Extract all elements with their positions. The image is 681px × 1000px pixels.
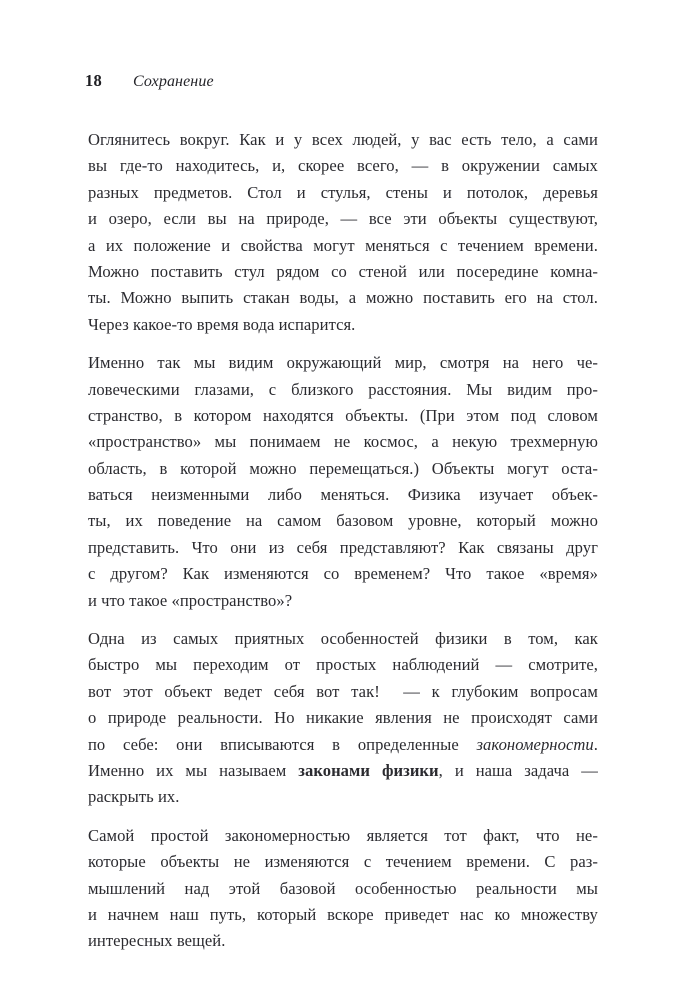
word: смотря <box>439 353 490 373</box>
word: Стол <box>247 182 282 202</box>
word: посередине <box>456 261 539 281</box>
word: себя <box>296 537 328 557</box>
word: трехмерную <box>510 432 598 452</box>
word: Именно <box>88 353 145 373</box>
word: комна- <box>550 261 598 281</box>
word: природе, <box>266 209 329 229</box>
word: над <box>184 878 210 898</box>
word: воды, <box>299 288 339 308</box>
word: глазами, <box>194 379 254 399</box>
text-line <box>88 482 598 508</box>
word: Можно <box>120 288 172 308</box>
word: ваться <box>88 485 133 505</box>
text-line <box>88 849 598 875</box>
word: как <box>574 629 598 649</box>
word: скорее <box>298 156 345 176</box>
word: меняться <box>365 235 430 255</box>
word: мы <box>155 655 178 675</box>
page-number: 18 <box>85 71 102 90</box>
word: начнем <box>107 904 159 924</box>
word: если <box>163 209 196 229</box>
word: вопросам <box>530 681 598 701</box>
word: называем <box>219 760 287 780</box>
word: на <box>536 288 553 308</box>
word: могут <box>507 458 549 478</box>
word: или <box>418 261 445 281</box>
word: закономерности. <box>476 734 598 754</box>
word: стулья, <box>320 182 371 202</box>
word: не <box>233 852 251 872</box>
word: никакие <box>306 708 364 728</box>
word: и <box>296 182 306 202</box>
word: физики, <box>381 760 443 780</box>
word: явления <box>375 708 432 728</box>
word: у <box>293 130 303 149</box>
text-line <box>88 588 598 614</box>
word: близкого <box>291 379 354 399</box>
word: ведет <box>223 681 262 701</box>
text-line <box>88 259 598 285</box>
word: мы <box>214 432 237 452</box>
word: окружении <box>461 156 540 176</box>
word: их <box>105 235 124 255</box>
word: испарится. <box>278 314 356 334</box>
word: изменяются <box>224 564 309 584</box>
word: и <box>221 235 231 255</box>
word: со <box>331 261 347 281</box>
word: существуют, <box>508 209 598 229</box>
text-line <box>88 705 598 731</box>
page-body-text <box>88 127 598 955</box>
word: вы <box>207 209 227 229</box>
word: все <box>368 209 392 229</box>
word: объект <box>164 681 213 701</box>
text-line <box>88 377 598 403</box>
word: такое <box>486 564 525 584</box>
word: их <box>125 511 143 531</box>
word: в <box>441 156 449 176</box>
word: его <box>504 288 527 308</box>
word: что <box>101 590 125 610</box>
paragraph <box>88 350 598 614</box>
word: видим <box>228 353 274 373</box>
text-line <box>88 535 598 561</box>
word: временем? <box>354 564 431 584</box>
word: с <box>440 235 448 255</box>
word <box>298 758 370 784</box>
word: есть <box>461 130 492 149</box>
word: простых <box>316 655 377 675</box>
italic-emphasis: закономерности <box>476 734 594 754</box>
word: самых <box>552 156 598 176</box>
word: к <box>431 681 440 701</box>
word: мир, <box>394 353 427 373</box>
word: с <box>363 852 372 872</box>
word: природе <box>107 708 167 728</box>
word: в <box>159 458 168 478</box>
word: видим <box>507 379 552 399</box>
word: свойства <box>240 235 303 255</box>
word: — <box>581 760 598 780</box>
word: можно <box>365 288 414 308</box>
word: где-то <box>119 156 163 176</box>
word: в <box>503 629 512 649</box>
word: объекты. <box>345 405 409 425</box>
running-head-title: Сохранение <box>133 73 214 90</box>
word: вот <box>88 681 112 701</box>
word: Самой <box>88 825 135 845</box>
word: их <box>156 760 174 780</box>
word: объекты <box>438 209 498 229</box>
word: наблюдений <box>392 655 480 675</box>
word: Как <box>458 537 485 557</box>
word: космос, <box>363 432 419 452</box>
paragraph <box>88 823 598 955</box>
word: базовом <box>336 511 394 531</box>
word: потолок, <box>466 182 529 202</box>
word: мы <box>193 353 216 373</box>
word: представляют? <box>339 537 446 557</box>
word: сами <box>563 130 598 149</box>
word: ты, <box>88 511 111 531</box>
word: том, <box>528 629 559 649</box>
word: из <box>141 629 157 649</box>
word: всех <box>311 130 343 149</box>
word: Как <box>239 130 266 149</box>
word: оста- <box>561 458 598 478</box>
word: закономерностью <box>224 825 351 845</box>
text-line <box>88 561 598 587</box>
word: область, <box>88 458 147 478</box>
word: некую <box>452 432 498 452</box>
word: можно <box>550 511 598 531</box>
word: а <box>431 432 439 452</box>
word: раз- <box>570 852 598 872</box>
word: в <box>332 734 341 754</box>
word: всего, <box>357 156 399 176</box>
word: с <box>268 379 277 399</box>
word: либо <box>267 485 302 505</box>
word: котором <box>193 405 252 425</box>
word: «время» <box>539 564 598 584</box>
word: Мы <box>466 379 493 399</box>
word: находятся <box>262 405 334 425</box>
word: эти <box>403 209 427 229</box>
word: который <box>476 511 536 531</box>
word: вас <box>429 130 452 149</box>
word: в <box>174 405 183 425</box>
word: особенностей <box>320 629 419 649</box>
word: другом? <box>110 564 168 584</box>
word: стеной <box>358 261 407 281</box>
running-head <box>85 71 597 95</box>
word: Можно <box>88 261 140 281</box>
word: перемещаться.) <box>309 458 420 478</box>
word: Как <box>182 564 210 584</box>
text-line <box>88 456 598 482</box>
word: а <box>546 130 554 149</box>
word: — <box>403 681 420 701</box>
text-line <box>88 876 598 902</box>
text-line <box>88 902 598 928</box>
word: стул <box>234 261 265 281</box>
word: от <box>284 655 301 675</box>
word: времени. <box>534 235 598 255</box>
word: они <box>230 537 257 557</box>
word: словом <box>547 405 598 425</box>
word: наша <box>475 760 513 780</box>
word: понимаем <box>249 432 321 452</box>
word: течением <box>457 235 524 255</box>
text-line <box>88 679 598 705</box>
word: реальности. <box>177 708 263 728</box>
word: время <box>196 314 239 334</box>
word: Именно <box>88 760 145 780</box>
text-line <box>88 784 598 810</box>
word: и <box>275 130 285 149</box>
word: изучает <box>479 485 534 505</box>
word: людей, <box>352 130 402 149</box>
word: этом <box>466 405 500 425</box>
word: мы <box>185 760 208 780</box>
word: их. <box>157 787 180 807</box>
word: че- <box>576 353 598 373</box>
word: не- <box>575 825 598 845</box>
word: у <box>411 130 420 149</box>
word: ты. <box>88 288 111 308</box>
word: на <box>502 353 520 373</box>
word: сами <box>563 708 598 728</box>
word: — <box>495 655 513 675</box>
word: не <box>443 708 460 728</box>
text-line <box>88 285 598 311</box>
word: и <box>454 760 464 780</box>
text-line <box>88 429 598 455</box>
word: на <box>245 511 263 531</box>
word: рядом <box>276 261 320 281</box>
word: раскрыть <box>88 787 154 807</box>
text-line <box>88 312 598 338</box>
word: самом <box>277 511 322 531</box>
word: так <box>157 353 181 373</box>
word: положение <box>133 235 211 255</box>
text-line <box>88 153 598 179</box>
word: ловеческими <box>88 379 180 399</box>
word: неизменными <box>151 485 250 505</box>
word: физики <box>435 629 488 649</box>
word: Что <box>191 537 218 557</box>
word: о <box>88 708 97 728</box>
text-line <box>88 823 598 849</box>
word: путь, <box>209 904 247 924</box>
word: особенностью <box>354 878 457 898</box>
word: этот <box>122 681 153 701</box>
word: глубоким <box>451 681 519 701</box>
text-line <box>88 652 598 678</box>
word: со <box>323 564 340 584</box>
word: тот <box>444 825 467 845</box>
word: стены <box>385 182 428 202</box>
word: находитесь, <box>175 156 260 176</box>
text-line <box>88 928 598 954</box>
word: стакан <box>243 288 290 308</box>
word: вскоре <box>327 904 374 924</box>
word: вещей. <box>176 931 226 951</box>
word: стол. <box>562 288 598 308</box>
word: Но <box>274 708 295 728</box>
word: Объекты <box>431 458 495 478</box>
text-line <box>88 508 598 534</box>
word: Физика <box>407 485 461 505</box>
word: простой <box>150 825 209 845</box>
word: (При <box>419 405 455 425</box>
word: связаны <box>496 537 554 557</box>
word: меняться. <box>320 485 390 505</box>
word: с <box>88 564 96 584</box>
word: представить. <box>88 537 180 557</box>
word: нас <box>459 904 484 924</box>
bold-emphasis: физики <box>381 760 439 780</box>
word: — <box>411 156 429 176</box>
word: и <box>88 590 97 610</box>
word: так! <box>351 681 380 701</box>
paragraph <box>88 127 598 338</box>
word: самых <box>173 629 219 649</box>
word: какое-то <box>133 314 193 334</box>
word: определенные <box>357 734 459 754</box>
word: а <box>348 288 357 308</box>
text-line <box>88 206 598 232</box>
word: приведет <box>384 904 449 924</box>
word: наш <box>169 904 199 924</box>
word: изменяются <box>264 852 350 872</box>
word: можно <box>249 458 297 478</box>
word: времени. <box>466 852 530 872</box>
word: про- <box>566 379 598 399</box>
word: С <box>544 852 556 872</box>
word: что <box>535 825 560 845</box>
word: из <box>268 537 285 557</box>
word: базовой <box>279 878 336 898</box>
word: этой <box>228 878 261 898</box>
word: вода <box>242 314 275 334</box>
word: и <box>88 209 97 229</box>
word: смотрите, <box>528 655 598 675</box>
bold-emphasis: законами <box>298 760 370 780</box>
word: деревья <box>543 182 598 202</box>
word: которые <box>88 852 146 872</box>
word: выпить <box>181 288 234 308</box>
word: него <box>532 353 564 373</box>
word: является <box>366 825 428 845</box>
word: объек- <box>551 485 598 505</box>
word: друг <box>566 537 598 557</box>
word: и <box>88 904 97 924</box>
word: поставить <box>423 288 495 308</box>
word: объекты <box>160 852 220 872</box>
word: реальности <box>475 878 557 898</box>
word: поведение <box>157 511 232 531</box>
word: могут <box>313 235 355 255</box>
word: — <box>340 209 358 229</box>
word: Что <box>445 564 472 584</box>
word: поставить <box>150 261 223 281</box>
word: предметов. <box>153 182 233 202</box>
word: «пространство» <box>88 432 202 452</box>
text-line <box>88 127 598 153</box>
word: такое <box>129 590 168 610</box>
word: тело, <box>501 130 537 149</box>
word: уровне, <box>408 511 462 531</box>
word: интересных <box>88 931 173 951</box>
word: под <box>510 405 536 425</box>
word: который <box>256 904 317 924</box>
paragraph <box>88 626 598 811</box>
text-line <box>88 758 598 784</box>
word: и <box>442 182 452 202</box>
word: себя <box>273 681 305 701</box>
text-line <box>88 180 598 206</box>
word: переходим <box>193 655 269 675</box>
word: а <box>88 235 96 255</box>
word: факт, <box>483 825 520 845</box>
word: и, <box>272 156 286 176</box>
text-line <box>88 626 598 652</box>
word: Через <box>88 314 129 334</box>
word: вы <box>88 156 108 176</box>
word: окружающий <box>286 353 382 373</box>
text-line <box>88 233 598 259</box>
word: странство, <box>88 405 163 425</box>
word: себе: <box>123 734 159 754</box>
text-line <box>88 350 598 376</box>
word: расстояния. <box>368 379 452 399</box>
word: вписываются <box>220 734 315 754</box>
word: течением <box>385 852 452 872</box>
word: которой <box>180 458 237 478</box>
word: не <box>333 432 351 452</box>
word: мышлений <box>88 878 166 898</box>
word: мы <box>576 878 598 898</box>
word: быстро <box>88 655 140 675</box>
word: разных <box>88 182 139 202</box>
word: озеро, <box>108 209 152 229</box>
word: Одна <box>88 629 125 649</box>
word: задача <box>524 760 570 780</box>
word: вот <box>316 681 340 701</box>
word: приятных <box>234 629 305 649</box>
word: «пространство»? <box>171 590 293 610</box>
word: ко <box>494 904 511 924</box>
word: множеству <box>520 904 598 924</box>
text-line <box>88 403 598 429</box>
word: на <box>238 209 255 229</box>
text-line <box>88 732 598 758</box>
word: по <box>88 734 106 754</box>
word: вокруг. <box>179 130 230 149</box>
word: они <box>176 734 203 754</box>
word: Оглянитесь <box>88 130 171 149</box>
word: происходят <box>471 708 552 728</box>
